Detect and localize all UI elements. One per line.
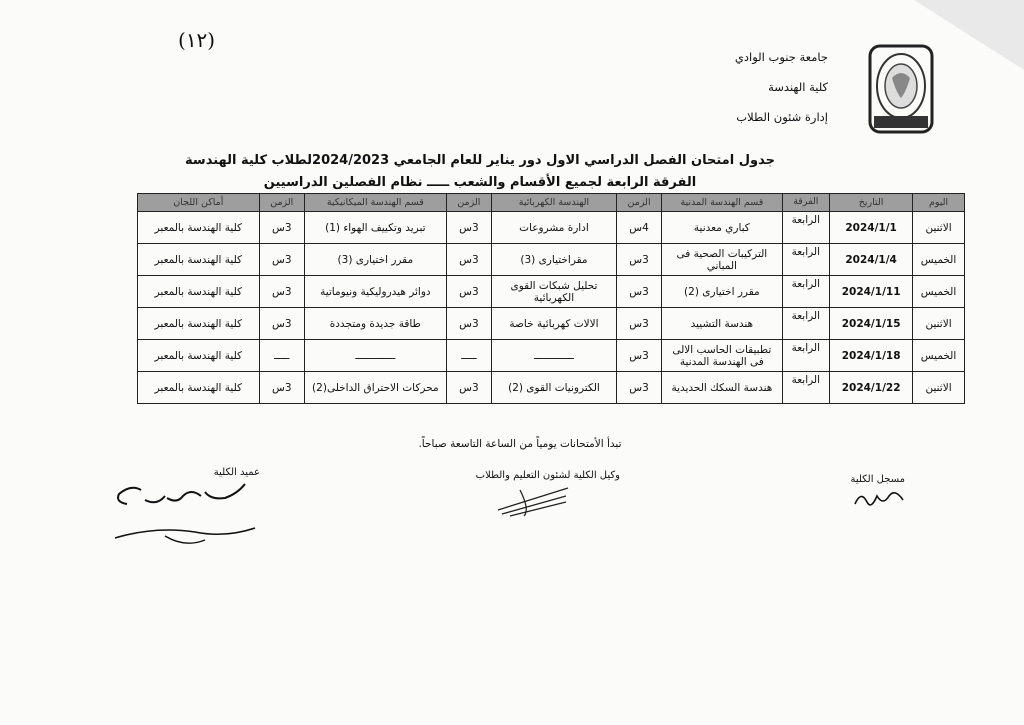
cell-time-mechanical: 3س — [259, 308, 304, 340]
cell-mechanical-course: مقرر اختيارى (3) — [304, 244, 446, 276]
cell-mechanical-course: طاقة جديدة ومتجددة — [304, 308, 446, 340]
dean-signature — [105, 476, 265, 566]
cell-civil-course: مقرر اختيارى (2) — [662, 276, 782, 308]
cell-electrical-course: الالات كهربائية خاصة — [492, 308, 617, 340]
cell-time-mechanical: 3س — [259, 372, 304, 404]
header-civil: قسم الهندسة المدنية — [662, 194, 782, 212]
cell-time-mechanical: 3س — [259, 276, 304, 308]
dean-title: عميد الكلية — [213, 467, 260, 478]
cell-time-electrical: 3س — [446, 308, 491, 340]
cell-date: 2024/1/15 — [830, 308, 913, 340]
university-seal-icon — [866, 44, 936, 136]
letterhead — [735, 52, 828, 142]
cell-time-electrical: 3س — [446, 372, 491, 404]
table-row — [138, 244, 965, 276]
document-title — [140, 150, 820, 194]
cell-place: كلية الهندسة بالمعبر — [138, 276, 260, 308]
table-row — [138, 372, 965, 404]
cell-electrical-course: تحليل شبكات القوى الكهربائية — [492, 276, 617, 308]
header-level: الفرقة — [782, 194, 830, 212]
cell-mechanical-course: محركات الاحتراق الداخلى(2) — [304, 372, 446, 404]
header-day: اليوم — [913, 194, 965, 212]
cell-place: كلية الهندسة بالمعبر — [138, 340, 260, 372]
cell-place: كلية الهندسة بالمعبر — [138, 372, 260, 404]
cell-day: الخميس — [913, 340, 965, 372]
cell-level: الرابعة — [782, 244, 830, 276]
cell-day: الاثنين — [913, 372, 965, 404]
header-electrical: الهندسة الكهربائية — [492, 194, 617, 212]
cell-time-mechanical: 3س — [259, 212, 304, 244]
cell-time-civil: 3س — [616, 372, 661, 404]
exam-schedule-table — [137, 193, 965, 404]
cell-time-mechanical: 3س — [259, 244, 304, 276]
cell-civil-course: كباري معدنية — [662, 212, 782, 244]
cell-time-mechanical: ـــــ — [259, 340, 304, 372]
cell-day: الخميس — [913, 244, 965, 276]
cell-date: 2024/1/22 — [830, 372, 913, 404]
cell-time-electrical: 3س — [446, 212, 491, 244]
cell-electrical-course: ادارة مشروعات — [492, 212, 617, 244]
cell-date: 2024/1/4 — [830, 244, 913, 276]
cell-mechanical-course: تبريد وتكييف الهواء (1) — [304, 212, 446, 244]
vice-dean-title: وكيل الكلية لشئون التعليم والطلاب — [475, 470, 620, 481]
cell-time-civil: 3س — [616, 340, 661, 372]
cell-place: كلية الهندسة بالمعبر — [138, 244, 260, 276]
header-place: أماكن اللجان — [138, 194, 260, 212]
cell-civil-course: تطبيقات الحاسب الالى فى الهندسة المدنية — [662, 340, 782, 372]
vice-dean-signature — [490, 480, 580, 520]
cell-time-civil: 3س — [616, 308, 661, 340]
header-mechanical: قسم الهندسة الميكانيكية — [304, 194, 446, 212]
university-name: جامعة جنوب الوادي — [734, 50, 828, 64]
cell-place: كلية الهندسة بالمعبر — [138, 308, 260, 340]
cell-level: الرابعة — [782, 276, 830, 308]
header-time-civil: الزمن — [616, 194, 661, 212]
header-time-electrical: الزمن — [446, 194, 491, 212]
exam-start-note: تبدأ الأمتحانات يومياً من الساعة التاسعة صباحاً. — [418, 438, 622, 450]
registrar-title: مسجل الكلية — [850, 474, 905, 485]
cell-day: الاثنين — [913, 308, 965, 340]
cell-time-electrical: 3س — [446, 276, 491, 308]
table-row — [138, 340, 965, 372]
cell-civil-course: التركيبات الصحية فى المباني — [662, 244, 782, 276]
cell-time-electrical: 3س — [446, 244, 491, 276]
cell-civil-course: هندسة التشييد — [662, 308, 782, 340]
header-date: التاريخ — [830, 194, 913, 212]
header-time-mechanical: الزمن — [259, 194, 304, 212]
cell-mechanical-course: دوائر هيدروليكية ونيوماتية — [304, 276, 446, 308]
cell-level: الرابعة — [782, 340, 830, 372]
table-header-row — [138, 194, 965, 212]
cell-time-civil: 4س — [616, 212, 661, 244]
cell-date: 2024/1/18 — [830, 340, 913, 372]
cell-electrical-course: الكترونيات القوى (2) — [492, 372, 617, 404]
cell-date: 2024/1/11 — [830, 276, 913, 308]
page-number: (١٢) — [178, 28, 216, 52]
cell-day: الاثنين — [913, 212, 965, 244]
cell-time-electrical: ـــــ — [446, 340, 491, 372]
cell-electrical-course: مقراختيارى (3) — [492, 244, 617, 276]
registrar-signature — [845, 484, 915, 514]
cell-date: 2024/1/1 — [830, 212, 913, 244]
title-line-2: الفرقة الرابعة لجميع الأقسام والشعب ـــــ نظام الفصلين الدراسيين — [263, 175, 697, 190]
title-line-1: جدول امتحان الفصل الدراسي الاول دور يناير للعام الجامعي 2024/2023لطلاب كلية الهندسة — [185, 153, 775, 168]
cell-mechanical-course: ـــــــــــــ — [304, 340, 446, 372]
table-row — [138, 212, 965, 244]
cell-time-civil: 3س — [616, 276, 661, 308]
cell-electrical-course: ـــــــــــــ — [492, 340, 617, 372]
cell-level: الرابعة — [782, 372, 830, 404]
cell-day: الخميس — [913, 276, 965, 308]
faculty-name: كلية الهندسة — [768, 80, 828, 94]
department-name: إدارة شئون الطلاب — [736, 110, 828, 124]
cell-level: الرابعة — [782, 212, 830, 244]
cell-place: كلية الهندسة بالمعبر — [138, 212, 260, 244]
cell-time-civil: 3س — [616, 244, 661, 276]
table-row — [138, 308, 965, 340]
cell-level: الرابعة — [782, 308, 830, 340]
cell-civil-course: هندسة السكك الحديدية — [662, 372, 782, 404]
table-row — [138, 276, 965, 308]
